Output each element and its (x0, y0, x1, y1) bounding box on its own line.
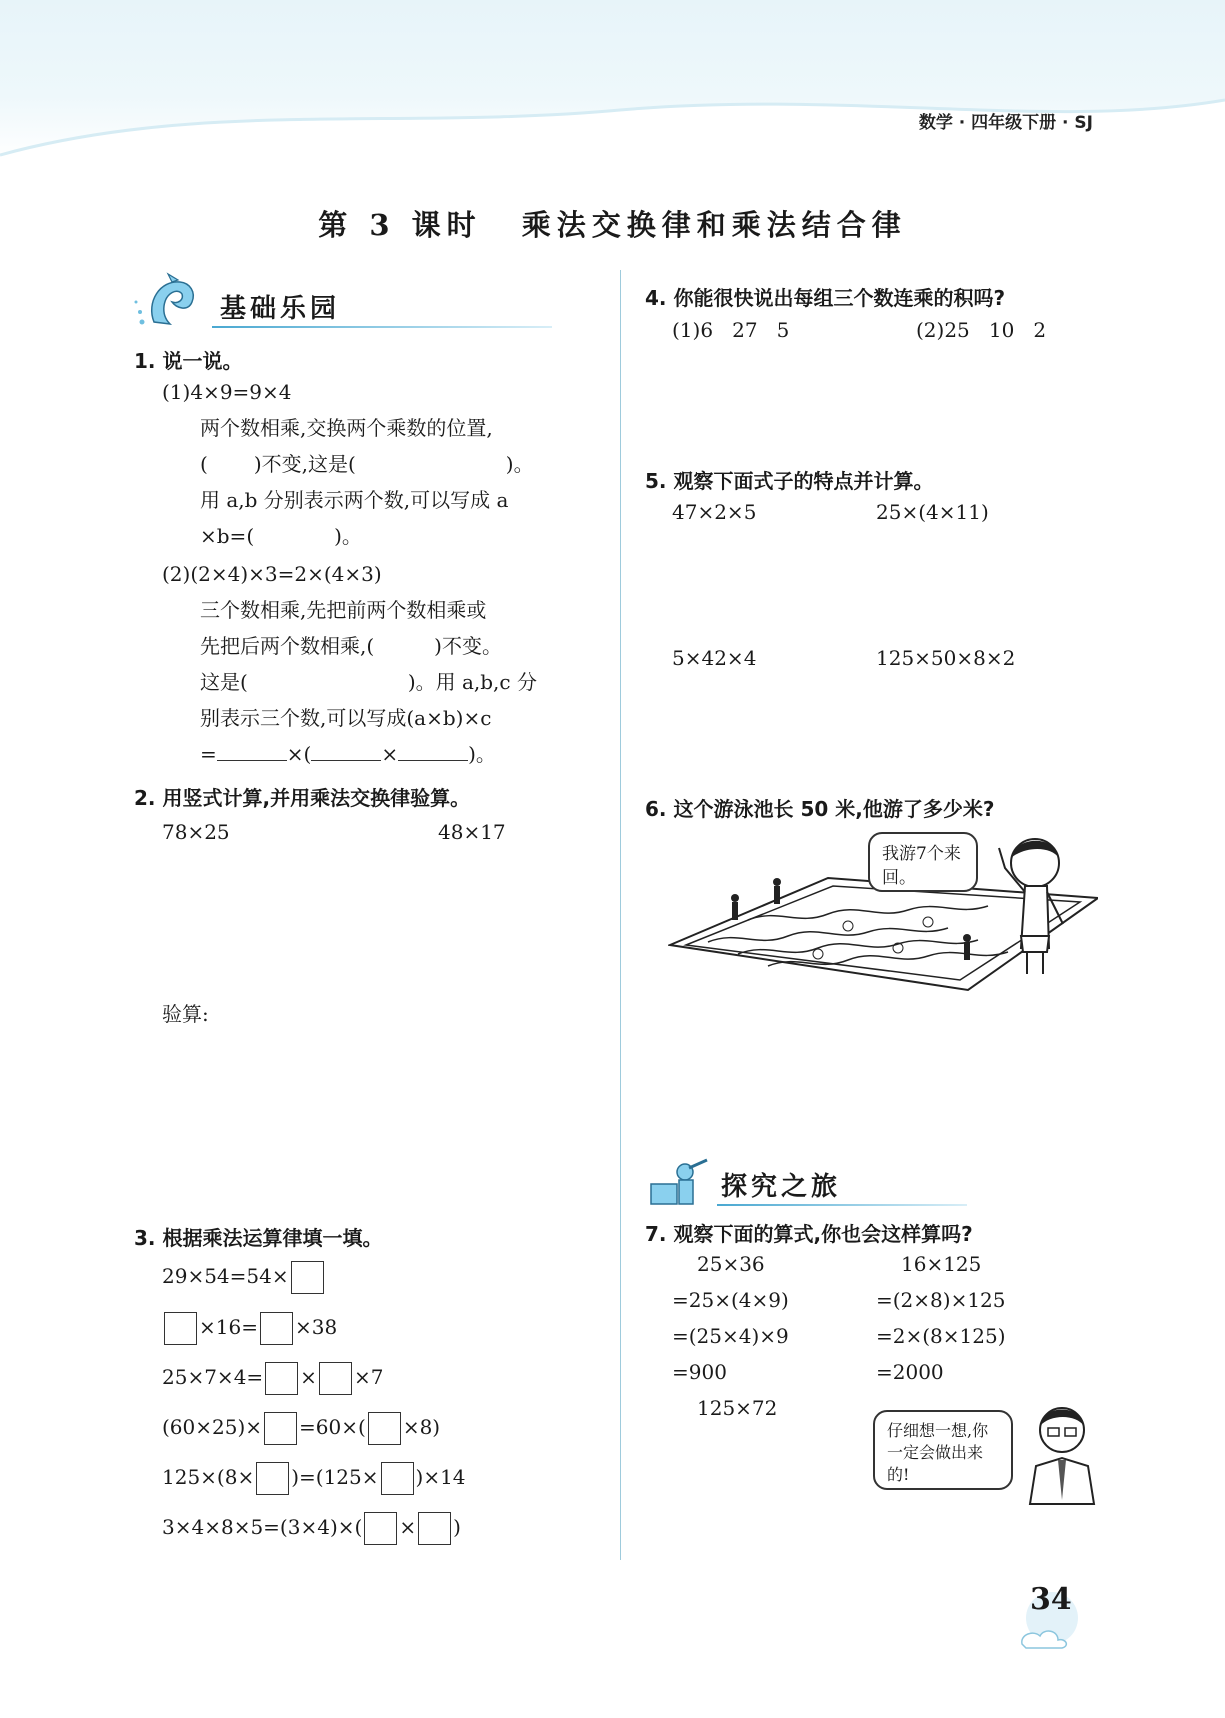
calc-line: =900 (672, 1360, 727, 1384)
expr: 3×4×8×5=(3×4)×( (162, 1515, 363, 1539)
q2-check-label: 验算: (162, 1002, 209, 1026)
equals: = (200, 742, 217, 766)
expr: 29×54=54× (162, 1264, 289, 1288)
q1-title: 1. 说一说。 (134, 349, 243, 373)
calc-line: =2000 (876, 1360, 944, 1384)
q6-title: 6. 这个游泳池长 50 米,他游了多少米? (645, 797, 995, 821)
swimmer-boy-illustration (985, 828, 1085, 978)
q5-expr-4: 125×50×8×2 (876, 646, 1016, 670)
answer-box[interactable] (256, 1462, 289, 1495)
q7-calc-1 (672, 1246, 789, 1426)
q1-p1-line4 (200, 518, 362, 554)
expr: )=(125× (291, 1465, 379, 1489)
teacher-illustration (1022, 1400, 1102, 1505)
q3-row-5 (162, 1459, 466, 1495)
q1-p2-line3 (200, 664, 537, 700)
answer-box[interactable] (368, 1412, 401, 1445)
calc-line: =(2×8)×125 (876, 1288, 1006, 1312)
q6-speech-bubble: 我游7个来回。 (868, 832, 978, 892)
q3-row-2 (162, 1309, 337, 1345)
answer-blank[interactable] (398, 738, 468, 761)
paren-close: )。 (468, 742, 496, 766)
calc-line: 16×125 (901, 1252, 982, 1276)
column-divider (620, 270, 621, 1560)
q5-title: 5. 观察下面式子的特点并计算。 (645, 469, 934, 493)
q7-title: 7. 观察下面的算式,你也会这样算吗? (645, 1222, 973, 1246)
q1-p2-text: 这是( (200, 670, 248, 694)
times-paren: ×( (286, 742, 312, 766)
calc-line: 25×36 (697, 1252, 765, 1276)
q1-p2-line2 (200, 628, 502, 664)
answer-box[interactable] (260, 1312, 293, 1345)
answer-box[interactable] (265, 1362, 298, 1395)
q1-p1-line3: 用 a,b 分别表示两个数,可以写成 a (200, 488, 509, 512)
answer-blank[interactable] (217, 738, 287, 761)
expr: 125×(8× (162, 1465, 255, 1489)
q1-p1-line1: 两个数相乘,交换两个乘数的位置, (200, 416, 493, 440)
expr: ×38 (294, 1315, 338, 1339)
q4-group-1: (1)6 27 5 (672, 318, 790, 342)
q1-p2-line4: 别表示三个数,可以写成(a×b)×c (200, 706, 492, 730)
answer-box[interactable] (319, 1362, 352, 1395)
q5-expr-3: 5×42×4 (672, 646, 757, 670)
answer-box[interactable] (164, 1312, 197, 1345)
q1-p1-line2 (200, 446, 600, 482)
answer-blank[interactable] (311, 738, 381, 761)
paren-close: )。 (505, 452, 534, 476)
q1-p2-formula: (2)(2×4)×3=2×(4×3) (162, 562, 382, 586)
lesson-number: 第 3 课时 (318, 208, 482, 242)
expr: × (300, 1365, 317, 1389)
answer-box[interactable] (418, 1512, 451, 1545)
q5-expr-1: 47×2×5 (672, 500, 757, 524)
section-underline (717, 1204, 967, 1206)
q7-calc-2 (876, 1246, 1006, 1390)
q2-expr-1: 78×25 (162, 820, 230, 844)
calc-line: =25×(4×9) (672, 1288, 789, 1312)
expr: =60×( (299, 1415, 366, 1439)
q1-p1-formula-start: ×b=( (200, 524, 255, 548)
expr: ×7 (353, 1365, 384, 1389)
q1-p2-text: 先把后两个数相乘,( (200, 634, 375, 658)
q1-p1-text: )不变,这是( (253, 452, 356, 476)
section-basic-header (132, 280, 432, 330)
section-basic-title: 基础乐园 (220, 294, 341, 324)
section-explore-title: 探究之旅 (721, 1172, 842, 1202)
q1-p2-line5 (200, 736, 496, 772)
q3-row-6 (162, 1509, 461, 1545)
q5-expr-2: 25×(4×11) (876, 500, 989, 524)
paren-close: )。 (334, 524, 362, 548)
calc-line: =2×(8×125) (876, 1324, 1006, 1348)
q3-row-4 (162, 1409, 440, 1445)
expr: ) (453, 1515, 461, 1539)
expr: (60×25)× (162, 1415, 263, 1439)
expr: × (399, 1515, 417, 1539)
q1-p2-line1: 三个数相乘,先把前两个数相乘或 (200, 598, 487, 622)
q4-title: 4. 你能很快说出每组三个数连乘的积吗? (645, 286, 1006, 310)
answer-box[interactable] (291, 1261, 324, 1294)
expr: ×8) (402, 1415, 441, 1439)
expr: 25×7×4= (162, 1365, 264, 1389)
page-number: 34 (1030, 1582, 1072, 1617)
q7-speech-bubble: 仔细想一想,你一定会做出来的! (873, 1410, 1013, 1490)
lesson-topic: 乘法交换律和乘法结合律 (521, 208, 907, 242)
q1-p1-formula: (1)4×9=9×4 (162, 380, 292, 404)
book-info: 数学 · 四年级下册 · SJ (918, 113, 1093, 133)
q3-row-1 (162, 1258, 326, 1294)
q1-p2-text-end: )。用 a,b,c 分 (407, 670, 537, 694)
q2-title: 2. 用竖式计算,并用乘法交换律验算。 (134, 786, 471, 810)
q1-p2-text-end: )不变。 (434, 634, 502, 658)
q7-task: 125×72 (697, 1396, 778, 1420)
explorer-icon (645, 1154, 715, 1210)
lesson-title (0, 203, 1225, 244)
calc-line: =(25×4)×9 (672, 1324, 789, 1348)
q3-row-3 (162, 1359, 383, 1395)
section-explore-header (645, 1158, 965, 1208)
expr: )×14 (415, 1465, 466, 1489)
expr: ×16= (199, 1315, 258, 1339)
paren-open: ( (200, 452, 208, 476)
q4-group-2: (2)25 10 2 (916, 318, 1047, 342)
answer-box[interactable] (264, 1412, 297, 1445)
answer-box[interactable] (381, 1462, 414, 1495)
times: × (381, 742, 399, 766)
section-underline (212, 326, 552, 328)
answer-box[interactable] (364, 1512, 397, 1545)
q3-title: 3. 根据乘法运算律填一填。 (134, 1226, 383, 1250)
dolphin-icon (132, 272, 202, 332)
q2-expr-2: 48×17 (438, 820, 506, 844)
